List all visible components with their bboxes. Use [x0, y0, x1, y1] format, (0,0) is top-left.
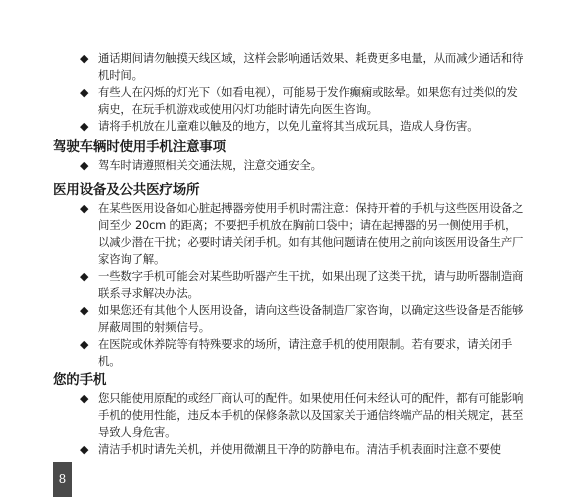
- diamond-bullet-icon: ◆: [80, 270, 89, 283]
- section-heading-your-phone: 您的手机: [53, 372, 107, 388]
- page-number: 8: [53, 462, 72, 497]
- section-heading-driving: 驾驶车辆时使用手机注意事项: [53, 139, 226, 155]
- list-item: ◆ 在某些医用设备如心脏起搏器旁使用手机时需注意：保持开着的手机与这些医用设备之间至少 20cm 的距离；不要把手机放在胸前口袋中；请在起搏器的另一侧使用手机，以减少潜在干扰；必要时请关闭手机。如有其他问题请在使用之前向该医用设备生产厂家咨询了解。: [80, 201, 524, 266]
- list-item: ◆ 请将手机放在儿童难以触及的地方，以免儿童将其当成玩具，造成人身伤害。: [80, 119, 479, 133]
- list-item: ◆ 通话期间请勿触摸天线区域，这样会影响通话效果、耗费更多电量，从而减少通话和待机时间。: [80, 51, 524, 82]
- diamond-bullet-icon: ◆: [80, 392, 89, 405]
- list-item: ◆ 清洁手机时请先关机，并使用微潮且干净的防静电布。清洁手机表面时注意不要使: [80, 442, 501, 456]
- list-item: ◆ 在医院或休养院等有特殊要求的场所，请注意手机的使用限制。若有要求，请关闭手机。: [80, 337, 513, 368]
- diamond-bullet-icon: ◆: [80, 52, 89, 65]
- safety-list-medical: [80, 200, 525, 370]
- list-item: ◆ 一些数字手机可能会对某些助听器产生干扰，如果出现了这类干扰，请与助听器制造商联系寻求解决办法。: [80, 269, 524, 300]
- list-item: ◆ 如果您还有其他个人医用设备，请向这些设备制造厂家咨询，以确定这些设备是否能够屏蔽周围的射频信号。: [80, 303, 524, 334]
- diamond-bullet-icon: ◆: [80, 304, 89, 317]
- safety-list-driving: [80, 157, 525, 174]
- diamond-bullet-icon: ◆: [80, 443, 89, 456]
- section-heading-medical: 医用设备及公共医疗场所: [53, 182, 200, 198]
- list-item: ◆ 有些人在闪烁的灯光下（如看电视），可能易于发作癫痫或眩晕。如果您有过类似的发病史，在玩手机游戏或使用闪灯功能时请先向医生咨询。: [80, 85, 518, 116]
- diamond-bullet-icon: ◆: [80, 120, 89, 133]
- diamond-bullet-icon: ◆: [80, 86, 89, 99]
- diamond-bullet-icon: ◆: [80, 338, 89, 351]
- list-item: ◆ 您只能使用原配的或经厂商认可的配件。如果使用任何未经认可的配件，都有可能影响手机的使用性能，违反本手机的保修条款以及国家关于通信终端产品的相关规定，甚至导致人身危害。: [80, 391, 524, 439]
- safety-list-general: [80, 50, 525, 135]
- diamond-bullet-icon: ◆: [80, 159, 89, 172]
- safety-list-your-phone: [80, 390, 525, 458]
- diamond-bullet-icon: ◆: [80, 202, 89, 215]
- list-item: ◆ 驾车时请遵照相关交通法规，注意交通安全。: [80, 158, 322, 172]
